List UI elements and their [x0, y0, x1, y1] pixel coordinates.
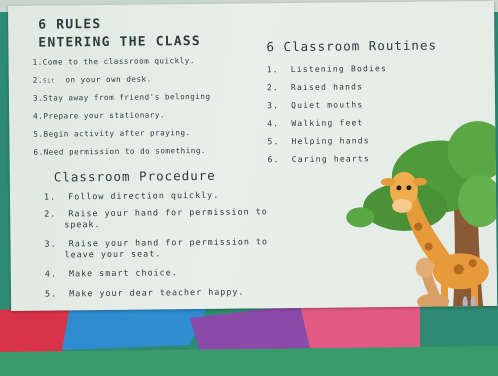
routine-item [267, 64, 387, 74]
procedure-text: Raise your hand for permission to [68, 236, 269, 249]
procedure-item [45, 287, 245, 299]
rule-number: 6. [33, 147, 44, 157]
rule-item [33, 74, 152, 84]
routine-number: 5. [267, 137, 280, 147]
routine-number: 6. [267, 155, 280, 165]
rule-text: Begin activity after praying. [43, 128, 191, 139]
procedure-number: 3. [44, 238, 57, 249]
rules-count-title: 6 RULES [38, 17, 102, 33]
routine-number: 3. [267, 101, 280, 111]
procedure-title: Classroom Procedure [53, 167, 216, 185]
procedure-number: 1. [43, 191, 57, 202]
routine-item [268, 154, 370, 164]
procedure-text-continued: leave your seat. [64, 248, 162, 260]
routines-title: 6 Classroom Routines [266, 37, 438, 55]
routine-item [267, 82, 363, 92]
routine-text: Raised hands [290, 82, 364, 93]
rule-number: 3. [32, 93, 44, 103]
rule-text: Prepare your stationary. [43, 110, 166, 121]
rule-number: 2. [32, 75, 43, 85]
routine-text: Caring hearts [291, 154, 370, 165]
procedure-text: Raise your hand for permission to [68, 206, 268, 219]
procedure-text: Make your dear teacher happy. [69, 286, 245, 299]
routine-number: 2. [266, 83, 279, 93]
rule-text: Need permission to do something. [43, 145, 207, 157]
rule-item [33, 128, 190, 139]
rule-text: Come to the classroom quickly. [42, 56, 195, 67]
routine-text: Listening Bodies [290, 64, 388, 75]
rule-item [33, 110, 165, 120]
routine-number: 4. [267, 119, 280, 129]
rule-text: Stay away from friend's belonging [43, 91, 211, 103]
routine-text: Helping hands [291, 136, 370, 147]
routine-text: Quiet mouths [291, 100, 364, 111]
rule-item [33, 146, 206, 157]
floor-red-shape [0, 306, 70, 356]
procedure-text-continued: speak. [64, 219, 101, 230]
procedure-number: 5. [44, 288, 58, 299]
routine-text: Walking feet [291, 118, 364, 129]
rule-small-word: Sit [42, 77, 56, 85]
rules-title: ENTERING THE CLASS [38, 33, 201, 51]
routine-item [267, 118, 363, 128]
procedure-item [45, 267, 178, 278]
routine-number: 1. [266, 65, 279, 75]
routine-item [267, 136, 369, 146]
procedure-text: Make smart choice. [68, 267, 178, 279]
routine-item [267, 100, 363, 110]
procedure-number: 2. [44, 208, 57, 219]
rule-item [33, 92, 211, 103]
rule-number: 5. [33, 129, 44, 139]
floor-pink-shape [300, 302, 420, 350]
rule-text: on your own desk. [65, 74, 152, 85]
procedure-item [44, 190, 219, 202]
rule-number: 4. [33, 111, 44, 121]
procedure-text: Follow direction quickly. [68, 189, 220, 202]
rules-poster [8, 1, 497, 311]
procedure-number: 4. [44, 268, 57, 279]
tree-foliage [346, 207, 374, 227]
rule-number: 1. [32, 57, 43, 67]
rule-item [33, 56, 195, 67]
